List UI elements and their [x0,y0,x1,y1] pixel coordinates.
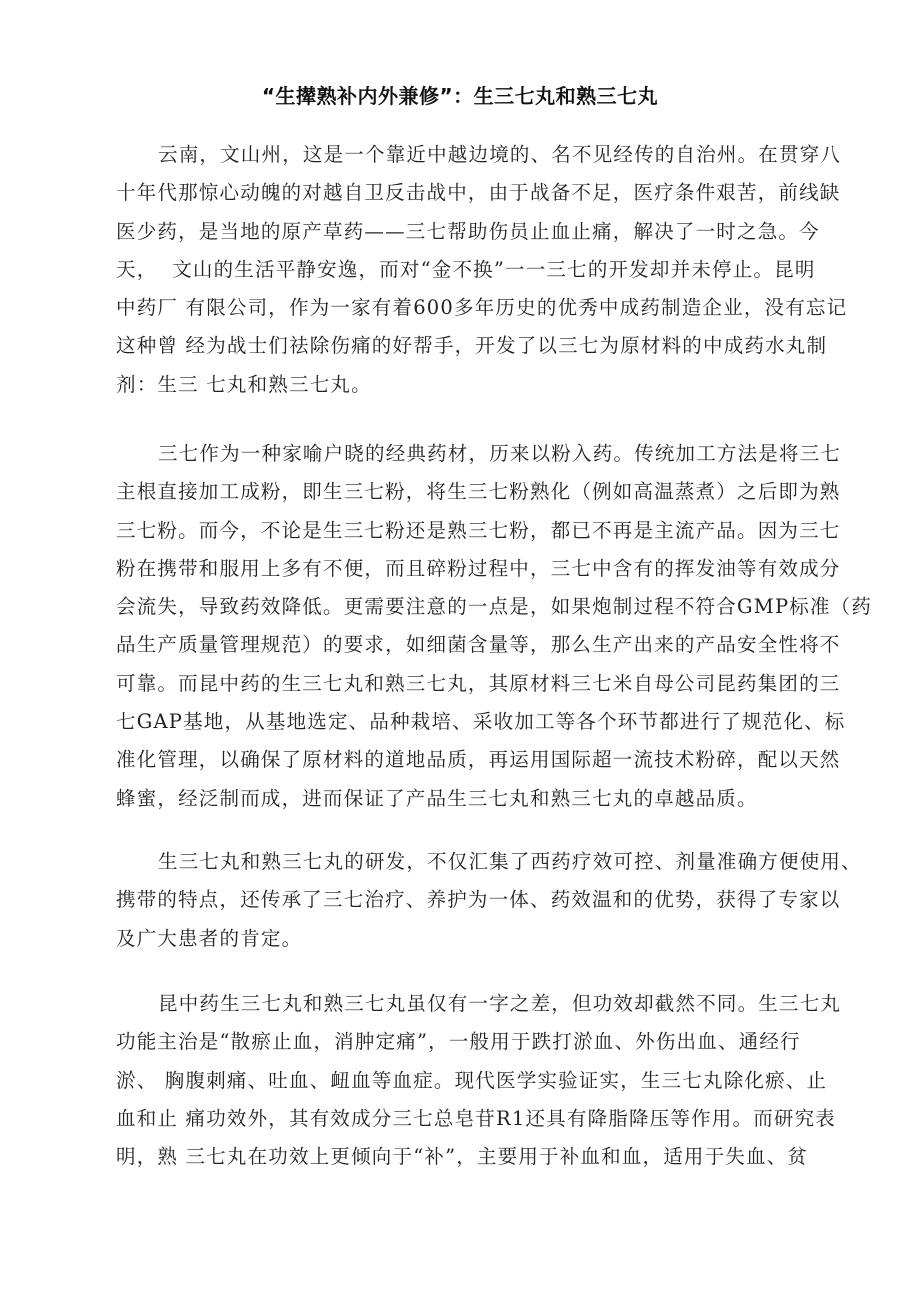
paragraph-1 [116,136,848,404]
paragraph-2 [116,435,873,818]
paragraph-line: 蜂蜜，经泛制而成，进而保证了产品生三七丸和熟三七丸的卓越品质。 [116,786,758,810]
paragraph-line: 功能主治是“散瘀止血，消肿定痛”，一般用于跌打淤血、外伤出血、通经行 [116,1030,801,1054]
paragraph-line: 医少药，是当地的原产草药——三七帮助伤员止血止痛，解决了一时之急。今 [116,219,820,243]
paragraph-line: 三七作为一种家喻户晓的经典药材，历来以粉入药。传统加工方法是将三七 [158,442,842,465]
paragraph-line: 携带的特点，还传承了三七治疗、养护为一体、药效温和的优势，获得了专家以 [116,888,841,912]
paragraph-4 [116,985,842,1176]
paragraph-line: 云南，文山州，这是一个靠近中越边境的、名不见经传的自治州。在贯穿八 [158,143,842,166]
paragraph-line: 主根直接加工成粉，即生三七粉，将生三七粉熟化（例如高温蒸煮）之后即为熟 [116,480,841,504]
paragraph-line: 剂：生三 七丸和熟三七丸。 [116,372,372,396]
paragraph-line: 三七粉。而今，不论是生三七粉还是熟三七粉，都已不再是主流产品。因为三七 [116,518,841,542]
paragraph-line: 明，熟 三七丸在功效上更倾向于“补”，主要用于补血和血，适用于失血、贫 [116,1145,809,1169]
paragraph-line: 生三七丸和熟三七丸的研发，不仅汇集了西药疗效可控、剂量准确方便使用、 [158,850,862,873]
paragraph-line: 昆中药生三七丸和熟三七丸虽仅有一字之差，但功效却截然不同。生三七丸 [158,992,842,1015]
paragraph-3 [116,843,862,958]
paragraph-line: 十年代那惊心动魄的对越自卫反击战中，由于战备不足，医疗条件艰苦，前线缺 [116,181,841,205]
paragraph-line: 品生产质量管理规范）的要求，如细菌含量等，那么生产出来的产品安全性将不 [116,633,841,657]
paragraph-line: 中药厂 有限公司，作为一家有着600多年历史的优秀中成药制造企业，没有忘记 [116,296,848,320]
paragraph-line: 淤、 胸腹刺痛、吐血、衄血等血症。现代医学实验证实，生三七丸除化瘀、止 [116,1068,828,1092]
paragraph-line: 七GAP基地，从基地选定、品种栽培、采收加工等各个环节都进行了规范化、标 [116,710,846,734]
paragraph-line: 血和止 痛功效外，其有效成分三七总皂苷R1还具有降脂降压等作用。而研究表 [116,1106,836,1130]
paragraph-line: 天， 文山的生活平静安逸，而对“金不换”一一三七的开发却并未停止。昆明 [116,257,816,281]
paragraph-line: 粉在携带和服用上多有不便，而且碎粉过程中，三七中含有的挥发油等有效成分 [116,556,841,580]
paragraph-line: 准化管理，以确保了原材料的道地品质，再运用国际超一流技术粉碎，配以天然 [116,748,841,772]
paragraph-line: 这种曾 经为战士们祛除伤痛的好帮手，开发了以三七为原材料的中成药水丸制 [116,334,828,358]
paragraph-line: 及广大患者的肯定。 [116,926,303,950]
document-title: “生撵熟补内外兼修”：生三七丸和熟三七丸 [261,84,659,108]
paragraph-line: 会流失，导致药效降低。更需要注意的一点是，如果炮制过程不符合GMP标准（药 [116,595,873,619]
paragraph-line: 可靠。而昆中药的生三七丸和熟三七丸，其原材料三七米自母公司昆药集团的三 [116,671,841,695]
